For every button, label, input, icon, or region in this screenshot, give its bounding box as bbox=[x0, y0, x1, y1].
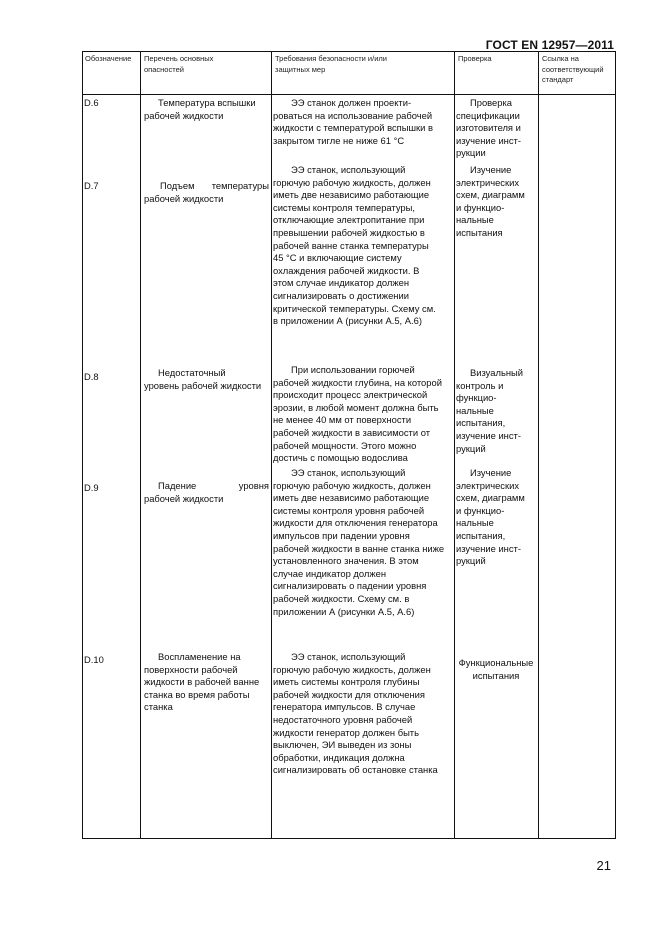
row-id: D.10 bbox=[84, 654, 104, 665]
row-hazard: Воспламенение на поверхности рабочей жидкости в рабочей ванне станка во время работы станка bbox=[144, 651, 260, 713]
hazards-table bbox=[82, 51, 616, 839]
row-hazard-line: рабочей жидкости bbox=[144, 192, 224, 204]
row-requirement: ЭЭ станок должен проекти- роваться на использование рабочей жидкости с температурой вспышки в закрытом тигле не ниже 61 °С bbox=[273, 97, 433, 146]
column-divider bbox=[538, 52, 539, 838]
col-header-designation: Обозначение bbox=[85, 54, 132, 63]
row-requirement: ЭЭ станок, использующий горючую рабочую жидкость, должен иметь две независимо работающие системы контроля температуры, отключающие электропитание при превышении рабочей жидкостью в рабочей ванне станка температуры 45 °С и включающие систему охлаждения рабочей жидкости. В этом случае индикатор должен сигнализировать о достижении критической температуры. Схему см. в приложении А (рисунки А.5, А.6) bbox=[273, 164, 436, 327]
row-hazard: Недостаточный уровень рабочей жидкости bbox=[144, 367, 262, 391]
row-check: Проверка спецификации изготовителя и изучение инст- рукции bbox=[456, 97, 521, 159]
row-check: Изучение электрических схем, диаграмм и функцио- нальные испытания, изучение инст- рукций bbox=[456, 467, 525, 567]
row-id: D.7 bbox=[84, 180, 99, 191]
row-hazard-line: рабочей жидкости bbox=[144, 492, 224, 504]
row-hazard bbox=[144, 180, 269, 205]
column-divider bbox=[454, 52, 455, 838]
col-header-requirements: Требования безопасности и/или защитных мер bbox=[275, 54, 387, 74]
row-check: Изучение электрических схем, диаграмм и функцио- нальные испытания bbox=[456, 164, 525, 238]
column-divider bbox=[271, 52, 272, 838]
row-requirement: При использовании горючей рабочей жидкости глубина, на которой происходит процесс электрической эрозии, в любой момент должна быть не менее 40 мм от поверхности рабочей жидкости в зависимости от рабочей мощности. Этого можно достичь с помощью водослива bbox=[273, 364, 442, 464]
column-divider bbox=[140, 52, 141, 838]
row-requirement: ЭЭ станок, использующий горючую рабочую жидкость, должен иметь две независимо работающие системы контроля уровня рабочей жидкости для отключения генератора импульсов при падении уровня рабочей жидкости в ванне станка ниже установленного значения. В этом случае индикатор должен сигнализировать о падении уровня рабочей жидкости. Схему см. в приложении А (рисунки А.5, А.6) bbox=[273, 467, 445, 617]
row-id: D.6 bbox=[84, 97, 99, 108]
standard-designation: ГОСТ EN 12957—2011 bbox=[485, 38, 614, 52]
row-id: D.8 bbox=[84, 371, 99, 382]
row-hazard bbox=[144, 480, 269, 505]
row-hazard-line: Падение уровня bbox=[158, 480, 269, 491]
col-header-check: Проверка bbox=[458, 54, 492, 63]
header-divider bbox=[83, 94, 615, 95]
col-header-hazards: Перечень основных опасностей bbox=[144, 54, 214, 74]
row-id: D.9 bbox=[84, 482, 99, 493]
row-hazard-line: Подъем температуры bbox=[160, 180, 269, 191]
row-check: Функциональные испытания bbox=[458, 657, 534, 681]
row-hazard: Температура вспышки рабочей жидкости bbox=[144, 97, 256, 121]
row-requirement: ЭЭ станок, использующий горючую рабочую жидкость, должен иметь системы контроля глубины рабочей жидкости для отключения генератора импульсов. В случае недостаточного уровня рабочей жидкости генератор должен быть выключен, ЭИ выведен из зоны обработки, индикация должна сигнализировать об остановке станка bbox=[273, 651, 438, 776]
row-check: Визуальный контроль и функцио- нальные испытания, изучение инст- рукций bbox=[456, 367, 523, 454]
col-header-reference: Ссылка на соответствующий стандарт bbox=[542, 54, 604, 84]
page-number: 21 bbox=[596, 858, 611, 873]
